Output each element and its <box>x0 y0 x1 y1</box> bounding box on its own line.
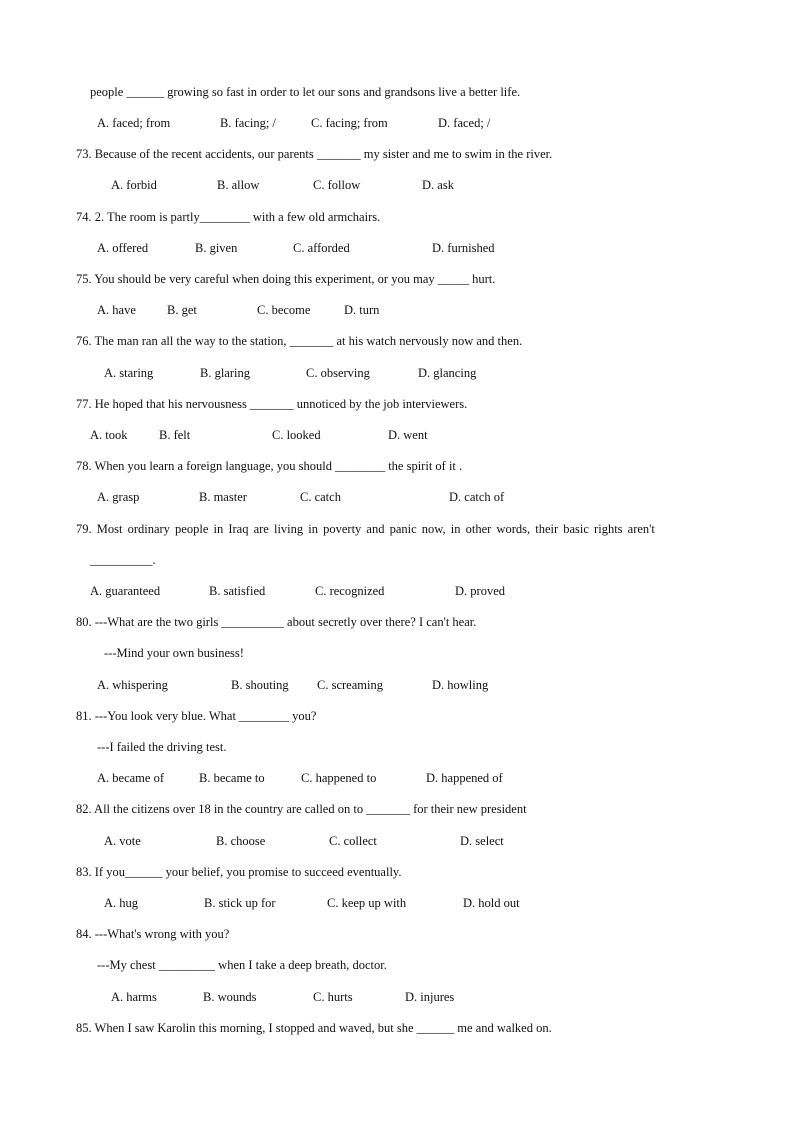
question-77: 77. He hoped that his nervousness _______ unnoticed by the job interviewers. <box>76 397 468 411</box>
option-75-a: A. have <box>97 303 136 317</box>
question-84-reply: ---My chest _________ when I take a deep breath, doctor. <box>97 958 387 972</box>
option-76-a: A. staring <box>104 366 154 380</box>
question-74: 74. 2. The room is partly________ with a few old armchairs. <box>76 210 381 224</box>
option-84-a: A. harms <box>111 990 157 1004</box>
option-74-d: D. furnished <box>432 241 495 255</box>
question-82: 82. All the citizens over 18 in the country are called on to _______ for their new president <box>76 802 527 816</box>
question-80-reply: ---Mind your own business! <box>104 646 244 660</box>
option-78-b: B. master <box>199 490 247 504</box>
option-78-d: D. catch of <box>449 490 505 504</box>
option-73-b: B. allow <box>217 178 260 192</box>
option-80-d: D. howling <box>432 678 489 692</box>
option-73-c: C. follow <box>313 178 361 192</box>
option-78-c: C. catch <box>300 490 341 504</box>
question-83: 83. If you______ your belief, you promise to succeed eventually. <box>76 865 402 879</box>
question-72-stem-cont: people ______ growing so fast in order to let our sons and grandsons live a better life. <box>90 85 521 99</box>
question-79-blank: __________. <box>90 553 156 567</box>
question-75: 75. You should be very careful when doing this experiment, or you may _____ hurt. <box>76 272 496 286</box>
option-76-c: C. observing <box>306 366 370 380</box>
question-78: 78. When you learn a foreign language, you should ________ the spirit of it . <box>76 459 463 473</box>
option-77-d: D. went <box>388 428 428 442</box>
option-73-d: D. ask <box>422 178 454 192</box>
option-78-a: A. grasp <box>97 490 140 504</box>
option-75-c: C. become <box>257 303 311 317</box>
option-77-a: A. took <box>90 428 128 442</box>
option-76-b: B. glaring <box>200 366 250 380</box>
option-74-a: A. offered <box>97 241 149 255</box>
option-81-b: B. became to <box>199 771 265 785</box>
question-76: 76. The man ran all the way to the station, _______ at his watch nervously now and then. <box>76 334 523 348</box>
option-77-b: B. felt <box>159 428 191 442</box>
question-80: 80. ---What are the two girls __________ about secretly over there? I can't hear. <box>76 615 477 629</box>
option-81-d: D. happened of <box>426 771 503 785</box>
option-75-b: B. get <box>167 303 197 317</box>
option-83-b: B. stick up for <box>204 896 276 910</box>
option-77-c: C. looked <box>272 428 321 442</box>
option-83-c: C. keep up with <box>327 896 407 910</box>
option-80-a: A. whispering <box>97 678 168 692</box>
option-82-d: D. select <box>460 834 504 848</box>
option-82-b: B. choose <box>216 834 266 848</box>
option-82-c: C. collect <box>329 834 377 848</box>
option-83-a: A. hug <box>104 896 139 910</box>
question-73: 73. Because of the recent accidents, our parents _______ my sister and me to swim in the river. <box>76 147 553 161</box>
option-81-c: C. happened to <box>301 771 377 785</box>
option-72-b: B. facing; / <box>220 116 276 130</box>
question-81-reply: ---I failed the driving test. <box>97 740 227 754</box>
option-83-d: D. hold out <box>463 896 520 910</box>
option-74-b: B. given <box>195 241 238 255</box>
option-79-d: D. proved <box>455 584 505 598</box>
option-72-a: A. faced; from <box>97 116 171 130</box>
option-82-a: A. vote <box>104 834 141 848</box>
option-84-b: B. wounds <box>203 990 257 1004</box>
question-85: 85. When I saw Karolin this morning, I stopped and waved, but she ______ me and walked on. <box>76 1021 552 1035</box>
option-79-a: A. guaranteed <box>90 584 161 598</box>
option-72-d: D. faced; / <box>438 116 491 130</box>
option-84-c: C. hurts <box>313 990 353 1004</box>
option-79-b: B. satisfied <box>209 584 266 598</box>
option-72-c: C. facing; from <box>311 116 388 130</box>
option-81-a: A. became of <box>97 771 164 785</box>
option-76-d: D. glancing <box>418 366 477 380</box>
option-74-c: C. afforded <box>293 241 350 255</box>
option-80-b: B. shouting <box>231 678 289 692</box>
option-80-c: C. screaming <box>317 678 383 692</box>
question-81: 81. ---You look very blue. What ________ you? <box>76 709 317 723</box>
question-84: 84. ---What's wrong with you? <box>76 927 230 941</box>
option-73-a: A. forbid <box>111 178 157 192</box>
option-84-d: D. injures <box>405 990 455 1004</box>
option-79-c: C. recognized <box>315 584 385 598</box>
question-79: 79. Most ordinary people in Iraq are living in poverty and panic now, in other words, their basic rights aren't <box>76 522 655 536</box>
option-75-d: D. turn <box>344 303 380 317</box>
